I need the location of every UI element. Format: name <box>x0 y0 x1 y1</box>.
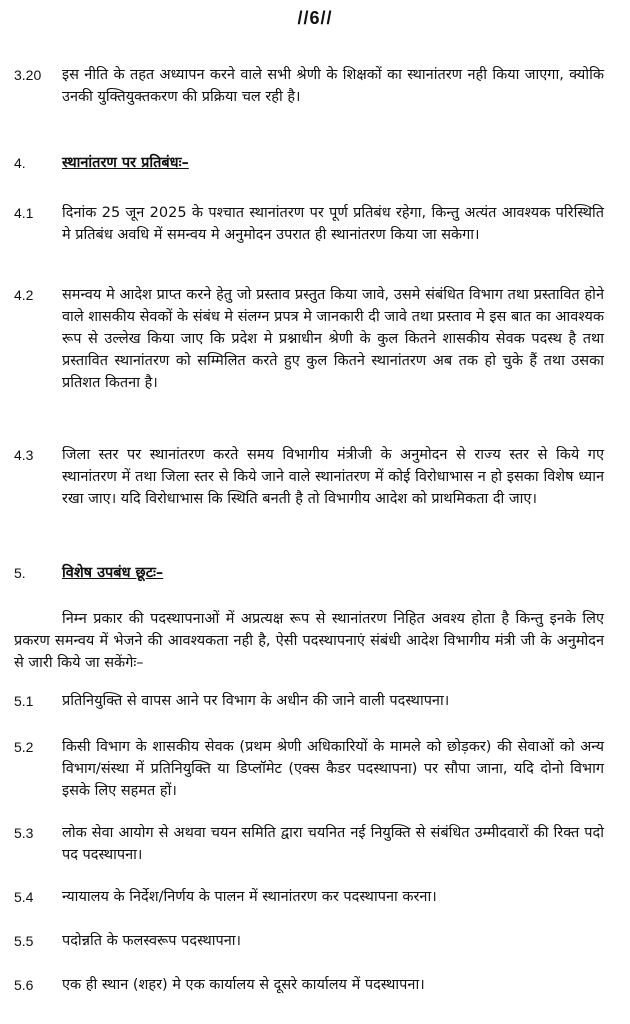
clause-number: 5.5 <box>14 933 34 949</box>
clause-text: इस नीति के तहत अध्यापन करने वाले सभी श्रेणी के शिक्षकों का स्थानांतरण नही किया जाएगा, क्योकि उनकी युक्तियुक्तकरण की प्रक्रिया चल रही है। <box>62 67 604 105</box>
clause-number: 5.6 <box>14 977 34 993</box>
clause-text: किसी विभाग के शासकीय सेवक (प्रथम श्रेणी अधिकारियों के मामले को छोड़कर) की सेवाओं को अन्य विभाग/संस्था में प्रतिनियुक्ति या डिप्लॉमेट (एक्स कैडर पदस्थापना) पर सौपा जाना, यदि दोनो विभाग इसके लिए सहमत हों। <box>62 739 604 799</box>
page-number: //6// <box>297 8 333 28</box>
clause-5-2 <box>14 736 604 802</box>
clause-text: प्रतिनियुक्ति से वापस आने पर विभाग के अधीन की जाने वाली पदस्थापना। <box>62 693 450 709</box>
clause-3-20 <box>14 64 604 108</box>
clause-number: 3.20 <box>14 67 42 83</box>
clause-4-3 <box>14 444 604 510</box>
clause-5-1 <box>14 690 604 712</box>
section-5-heading <box>14 562 604 584</box>
clause-4-1 <box>14 202 604 246</box>
clause-number: 4.2 <box>14 287 34 303</box>
clause-number: 4.1 <box>14 205 34 221</box>
clause-number: 5.4 <box>14 889 34 905</box>
clause-5-3 <box>14 822 604 866</box>
clause-4-2 <box>14 284 604 394</box>
clause-text: पदोन्नति के फलस्वरूप पदस्थापना। <box>62 933 241 949</box>
section-4-heading <box>14 152 604 174</box>
clause-text: समन्वय मे आदेश प्राप्त करने हेतु जो प्रस्ताव प्रस्तुत किया जावे, उसमे संबंधित विभाग तथा प्रस्तावित होने वाले शासकीय सेवकों के संबंध मे संलग्न प्रपत्र मे जानकारी दी जावे तथा प्रस्ताव मे इस बात का आवश्यक रूप से उल्लेख किया जाए कि प्रदेश मे प्रश्नाधीन श्रेणी के कुल कितने शासकीय सेवक पदस्थ है तथा प्रस्तावित स्थानांतरण को सम्मिलित करते हुए कुल कितने स्थानांतरण अब तक हो चुके हैं तथा उसका प्रतिशत कितना है। <box>62 287 604 391</box>
clause-text: दिनांक 25 जून 2025 के पश्चात स्थानांतरण पर पूर्ण प्रतिबंध रहेगा, किन्तु अत्यंत आवश्यक परिस्थिति मे प्रतिबंध अवधि में समन्वय मे अनुमोदन उपरात ही स्थानांतरण किया जा सकेगा। <box>62 205 604 243</box>
section-title: विशेष उपबंध छूटः– <box>62 565 164 581</box>
clause-text: जिला स्तर पर स्थानांतरण करते समय विभागीय मंत्रीजी के अनुमोदन से राज्य स्तर से किये गए स्थानांतरण में तथा जिला स्तर से किये जाने वाले स्थानांतरण में कोई विरोधाभास न हो इसका विशेष ध्यान रखा जाए। यदि विरोधाभास कि स्थिति बनती है तो विभागीय आदेश को प्राथमिकता दी जाए। <box>62 447 604 507</box>
clause-number: 4.3 <box>14 447 34 463</box>
clause-5-6 <box>14 974 604 996</box>
clause-text: न्यायालय के निर्देश/निर्णय के पालन में स्थानांतरण कर पदस्थापना करना। <box>62 889 437 905</box>
section-title: स्थानांतरण पर प्रतिबंधः– <box>62 155 189 171</box>
clause-5-5 <box>14 930 604 952</box>
clause-number: 5.2 <box>14 739 34 755</box>
clause-5-4 <box>14 886 604 908</box>
section-5-intro: निम्न प्रकार की पदस्थापनाओं में अप्रत्यक्ष रूप से स्थानांतरण निहित अवश्य होता है किन्तु इनके लिए प्रकरण समन्वय में भेजने की आवश्यकता नही है, ऐसी पदस्थापनाएं संबंधी आदेश विभागीय मंत्री जी के अनुमोदन से जारी किये जा सकेंगेः– <box>14 611 604 671</box>
clause-text: एक ही स्थान (शहर) मे एक कार्यालय से दूसरे कार्यालय में पदस्थापना। <box>62 977 425 993</box>
clause-number: 5.1 <box>14 693 34 709</box>
section-number: 5. <box>14 565 26 581</box>
clause-text: लोक सेवा आयोग से अथवा चयन समिति द्वारा चयनित नई नियुक्ति से संबंधित उम्मीदवारों की रिक्त पदो पद पदस्थापना। <box>62 825 604 863</box>
section-number: 4. <box>14 155 26 171</box>
clause-number: 5.3 <box>14 825 34 841</box>
